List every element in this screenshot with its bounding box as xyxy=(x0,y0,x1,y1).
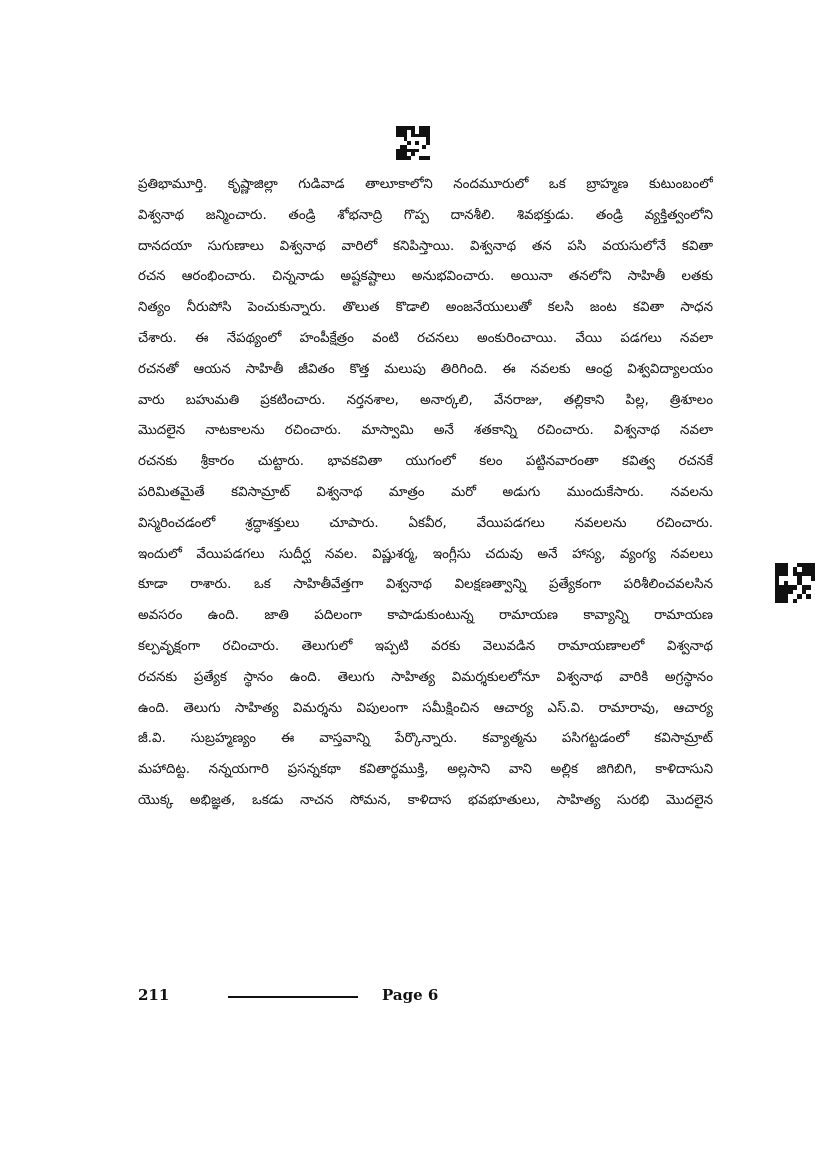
text-line: యొక్క అభిజ్ఞత, ఒకడు నాచన సోమన, కాళిదాస భవభూతులు, సాహిత్య సురభి మొదలైన xyxy=(138,792,713,808)
text-line: విస్మరించడంలో శ్రద్ధాశక్తులు చూపారు. ఏకవీర, వేయిపడగలు నవలలను రచించారు. xyxy=(138,515,713,531)
footer-divider xyxy=(228,996,358,998)
text-line: మొదలైన నాటకాలను రచించారు. మాస్వామి అనే శతకాన్ని రచించారు. విశ్వనాథ నవలా xyxy=(138,423,713,439)
text-line: కల్పవృక్షంగా రచించారు. తెలుగులో ఇప్పటి వరకు వెలువడిన రామాయణాలలో విశ్వనాథ xyxy=(138,638,713,654)
text-line: ఉంది. తెలుగు సాహిత్య విమర్శను విపులంగా సమీక్షించిన ఆచార్య ఎస్.వి. రామారావు, ఆచార్య xyxy=(138,700,713,716)
text-line: విశ్వనాథ జన్మించారు. తండ్రి శోభనాద్రి గొప్ప దానశీలి. శివభక్తుడు. తండ్రి వ్యక్తిత్వంలోని xyxy=(138,207,713,223)
text-line: దానదయా సుగుణాలు విశ్వనాథ వారిలో కనిపిస్తాయి. విశ్వనాథ తన పసి వయసులోనే కవితా xyxy=(138,238,713,254)
text-line: నిత్యం నీరుపోసి పెంచుకున్నారు. తొలుత కొడాలి అంజనేయులుతో కలసి జంట కవితా సాధన xyxy=(138,300,713,316)
text-line: రచన ఆరంభించారు. చిన్ననాడు అష్టకష్టాలు అనుభవించారు. అయినా తనలోని సాహితీ లతకు xyxy=(138,269,713,285)
qr-code-icon xyxy=(775,563,815,603)
text-line: అవసరం ఉంది. జాతి పదిలంగా కాపాడుకుంటున్న రామాయణ కావ్యాన్ని రామాయణ xyxy=(138,608,713,624)
text-line: ప్రతిభామూర్తి. కృష్ణాజిల్లా గుడివాడ తాలూకాలోని నందమూరులో ఒక బ్రాహ్మణ కుటుంబంలో xyxy=(138,177,713,192)
text-line: జీ.వి. సుబ్రహ్మణ్యం ఈ వాస్తవాన్ని పేర్కొన్నారు. కవ్యాత్మను పసిగట్టడంలో కవిసామ్రాట్ xyxy=(138,731,713,747)
page-footer xyxy=(0,986,827,1010)
text-line: రచనకు ప్రత్యేక స్థానం ఉంది. తెలుగు సాహిత్య విమర్శకులలోనూ విశ్వనాథ వారికి అగ్రస్థానం xyxy=(138,669,713,685)
text-line: పరిమితమైతే కవిసామ్రాట్ విశ్వనాథ మాత్రం మరో అడుగు ముందుకేసారు. నవలను xyxy=(138,484,713,500)
text-line: రచనకు శ్రీకారం చుట్టారు. భావకవితా యుగంలో కలం పట్టినవారంతా కవిత్వ రచనకే xyxy=(138,454,713,470)
text-line: మహాదిట్ట. నన్నయగారి ప్రసన్నకథా కవితార్థముక్తి, అల్లసాని వాని అల్లిక జిగిబిగి, కాళిదాసుని xyxy=(138,762,713,778)
text-line: ఇందులో వేయిపడగలు సుదీర్ఘ నవల. విష్ణుశర్మ, ఇంగ్లీసు చదువు అనే హాస్య, వ్యంగ్య నవలలు xyxy=(138,546,713,562)
question-paper-code: 211 xyxy=(138,986,170,1004)
text-line: రచనతో ఆయన సాహితీ జీవితం కొత్త మలుపు తిరిగింది. ఈ నవలకు ఆంధ్ర విశ్వవిద్యాలయం xyxy=(138,361,713,377)
text-line: కూడా రాశారు. ఒక సాహితీవేత్తగా విశ్వనాథ విలక్షణత్వాన్ని ప్రత్యేకంగా పరిశీలించవలసిన xyxy=(138,577,713,593)
text-line: వారు బహుమతి ప్రకటించారు. నర్తనశాల, అనార్కలి, వేనరాజు, తల్లికాని పిల్ల, త్రిశూలం xyxy=(138,392,713,408)
page-number: Page 6 xyxy=(382,986,439,1004)
document-body xyxy=(138,170,713,817)
text-line: చేశారు. ఈ నేపథ్యంలో హంపీక్షేత్రం వంటి రచనలు అంకురించాయి. వేయి పడగలు నవలా xyxy=(138,330,713,346)
qr-code-icon xyxy=(396,126,430,160)
